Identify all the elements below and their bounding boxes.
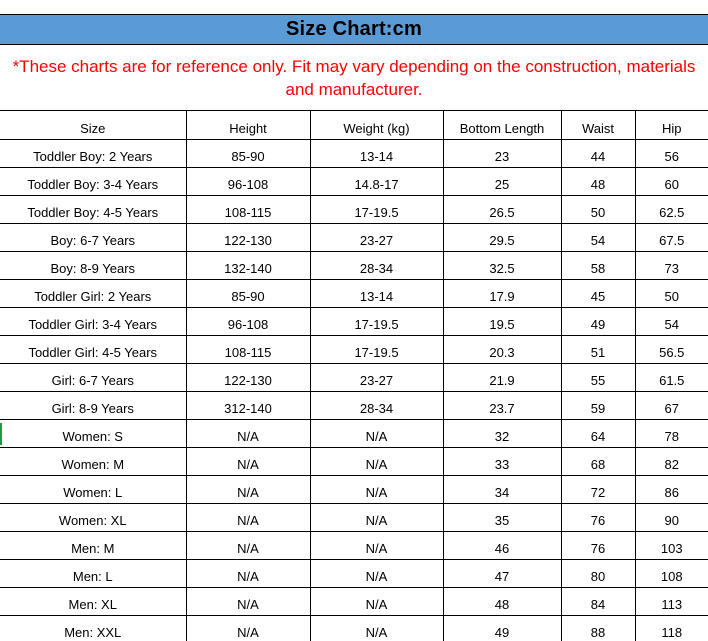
cell-waist: 54: [561, 223, 635, 251]
cell-weight: 13-14: [310, 139, 443, 167]
header-height: Height: [186, 111, 310, 139]
cell-waist: 55: [561, 363, 635, 391]
cell-hip: 73: [635, 251, 708, 279]
cell-waist: 84: [561, 587, 635, 615]
chart-title: Size Chart:cm: [286, 18, 422, 40]
cell-bottom-length: 49: [443, 615, 561, 641]
cell-height: N/A: [186, 587, 310, 615]
table-header-row: [0, 111, 708, 139]
cell-height: N/A: [186, 447, 310, 475]
cell-weight: 17-19.5: [310, 195, 443, 223]
cell-hip: 54: [635, 307, 708, 335]
cell-size: Girl: 8-9 Years: [0, 391, 186, 419]
table-row: [0, 503, 708, 531]
cell-height: 122-130: [186, 363, 310, 391]
cell-size: Toddler Boy: 3-4 Years: [0, 167, 186, 195]
table-row: [0, 307, 708, 335]
cell-bottom-length: 26.5: [443, 195, 561, 223]
cell-waist: 48: [561, 167, 635, 195]
cell-waist: 80: [561, 559, 635, 587]
cell-height: 132-140: [186, 251, 310, 279]
cell-hip: 56: [635, 139, 708, 167]
cell-height: 85-90: [186, 139, 310, 167]
cell-hip: 113: [635, 587, 708, 615]
cell-height: 312-140: [186, 391, 310, 419]
cell-height: 108-115: [186, 195, 310, 223]
cell-bottom-length: 19.5: [443, 307, 561, 335]
cell-bottom-length: 21.9: [443, 363, 561, 391]
cell-weight: 13-14: [310, 279, 443, 307]
cell-waist: 76: [561, 503, 635, 531]
cell-bottom-length: 32: [443, 419, 561, 447]
table-row: [0, 587, 708, 615]
cell-waist: 51: [561, 335, 635, 363]
cell-hip: 78: [635, 419, 708, 447]
title-bar: [0, 14, 708, 45]
cell-bottom-length: 17.9: [443, 279, 561, 307]
cell-hip: 108: [635, 559, 708, 587]
cell-hip: 56.5: [635, 335, 708, 363]
cell-hip: 118: [635, 615, 708, 641]
table-row: [0, 251, 708, 279]
header-size: Size: [0, 111, 186, 139]
cell-hip: 82: [635, 447, 708, 475]
table-row: [0, 335, 708, 363]
cell-bottom-length: 32.5: [443, 251, 561, 279]
cell-size: Women: M: [0, 447, 186, 475]
cell-bottom-length: 25: [443, 167, 561, 195]
cell-height: 96-108: [186, 167, 310, 195]
cell-hip: 90: [635, 503, 708, 531]
cell-height: N/A: [186, 559, 310, 587]
cell-bottom-length: 23.7: [443, 391, 561, 419]
table-body: [0, 139, 708, 641]
size-table: [0, 111, 708, 641]
cell-weight: 17-19.5: [310, 307, 443, 335]
table-row: [0, 363, 708, 391]
cell-hip: 50: [635, 279, 708, 307]
cell-waist: 59: [561, 391, 635, 419]
cell-weight: 23-27: [310, 363, 443, 391]
cell-height: 108-115: [186, 335, 310, 363]
cell-waist: 76: [561, 531, 635, 559]
cell-weight: 17-19.5: [310, 335, 443, 363]
header-weight: Weight (kg): [310, 111, 443, 139]
cell-weight: N/A: [310, 419, 443, 447]
cell-size: Men: XL: [0, 587, 186, 615]
table-row: [0, 615, 708, 641]
cell-height: 96-108: [186, 307, 310, 335]
cell-weight: 28-34: [310, 251, 443, 279]
cell-weight: N/A: [310, 587, 443, 615]
cell-hip: 60: [635, 167, 708, 195]
cell-height: N/A: [186, 475, 310, 503]
cell-size: Women: XL: [0, 503, 186, 531]
cell-waist: 88: [561, 615, 635, 641]
cell-bottom-length: 46: [443, 531, 561, 559]
cell-hip: 86: [635, 475, 708, 503]
cell-size: Toddler Boy: 4-5 Years: [0, 195, 186, 223]
table-row: [0, 559, 708, 587]
cell-weight: N/A: [310, 531, 443, 559]
cell-waist: 64: [561, 419, 635, 447]
cell-waist: 49: [561, 307, 635, 335]
cell-waist: 72: [561, 475, 635, 503]
cell-bottom-length: 29.5: [443, 223, 561, 251]
header-bottom-length: Bottom Length: [443, 111, 561, 139]
cell-height: N/A: [186, 503, 310, 531]
cell-waist: 58: [561, 251, 635, 279]
cell-size: Women: L: [0, 475, 186, 503]
cell-height: 85-90: [186, 279, 310, 307]
cell-size: Boy: 8-9 Years: [0, 251, 186, 279]
cell-weight: 28-34: [310, 391, 443, 419]
cell-weight: N/A: [310, 475, 443, 503]
table-row: [0, 167, 708, 195]
cell-weight: N/A: [310, 447, 443, 475]
cell-size: Toddler Boy: 2 Years: [0, 139, 186, 167]
cell-size: Toddler Girl: 4-5 Years: [0, 335, 186, 363]
header-hip: Hip: [635, 111, 708, 139]
cell-bottom-length: 23: [443, 139, 561, 167]
cell-hip: 67.5: [635, 223, 708, 251]
disclaimer-text: *These charts are for reference only. Fit may vary depending on the construction, materials and manufacturer.: [12, 56, 696, 99]
cell-height: N/A: [186, 531, 310, 559]
cell-size: Toddler Girl: 2 Years: [0, 279, 186, 307]
cell-bottom-length: 34: [443, 475, 561, 503]
cell-weight: N/A: [310, 615, 443, 641]
cell-size: Toddler Girl: 3-4 Years: [0, 307, 186, 335]
table-row: [0, 195, 708, 223]
cell-size: Women: S: [0, 419, 186, 447]
cell-selection-marker: [0, 423, 2, 445]
disclaimer-note: [0, 45, 708, 111]
table-row: [0, 447, 708, 475]
cell-hip: 61.5: [635, 363, 708, 391]
table-row: [0, 419, 708, 447]
cell-size: Men: XXL: [0, 615, 186, 641]
cell-weight: 14.8-17: [310, 167, 443, 195]
cell-waist: 68: [561, 447, 635, 475]
table-row: [0, 475, 708, 503]
cell-bottom-length: 48: [443, 587, 561, 615]
cell-waist: 44: [561, 139, 635, 167]
header-waist: Waist: [561, 111, 635, 139]
cell-size: Girl: 6-7 Years: [0, 363, 186, 391]
table-row: [0, 139, 708, 167]
cell-hip: 103: [635, 531, 708, 559]
table-row: [0, 391, 708, 419]
cell-bottom-length: 20.3: [443, 335, 561, 363]
cell-weight: N/A: [310, 559, 443, 587]
cell-size: Men: M: [0, 531, 186, 559]
cell-height: N/A: [186, 419, 310, 447]
table-row: [0, 223, 708, 251]
cell-size: Men: L: [0, 559, 186, 587]
cell-waist: 45: [561, 279, 635, 307]
cell-weight: 23-27: [310, 223, 443, 251]
cell-hip: 67: [635, 391, 708, 419]
cell-waist: 50: [561, 195, 635, 223]
cell-hip: 62.5: [635, 195, 708, 223]
cell-height: 122-130: [186, 223, 310, 251]
cell-bottom-length: 47: [443, 559, 561, 587]
cell-size: Boy: 6-7 Years: [0, 223, 186, 251]
cell-height: N/A: [186, 615, 310, 641]
cell-bottom-length: 35: [443, 503, 561, 531]
cell-weight: N/A: [310, 503, 443, 531]
table-row: [0, 531, 708, 559]
cell-bottom-length: 33: [443, 447, 561, 475]
table-row: [0, 279, 708, 307]
